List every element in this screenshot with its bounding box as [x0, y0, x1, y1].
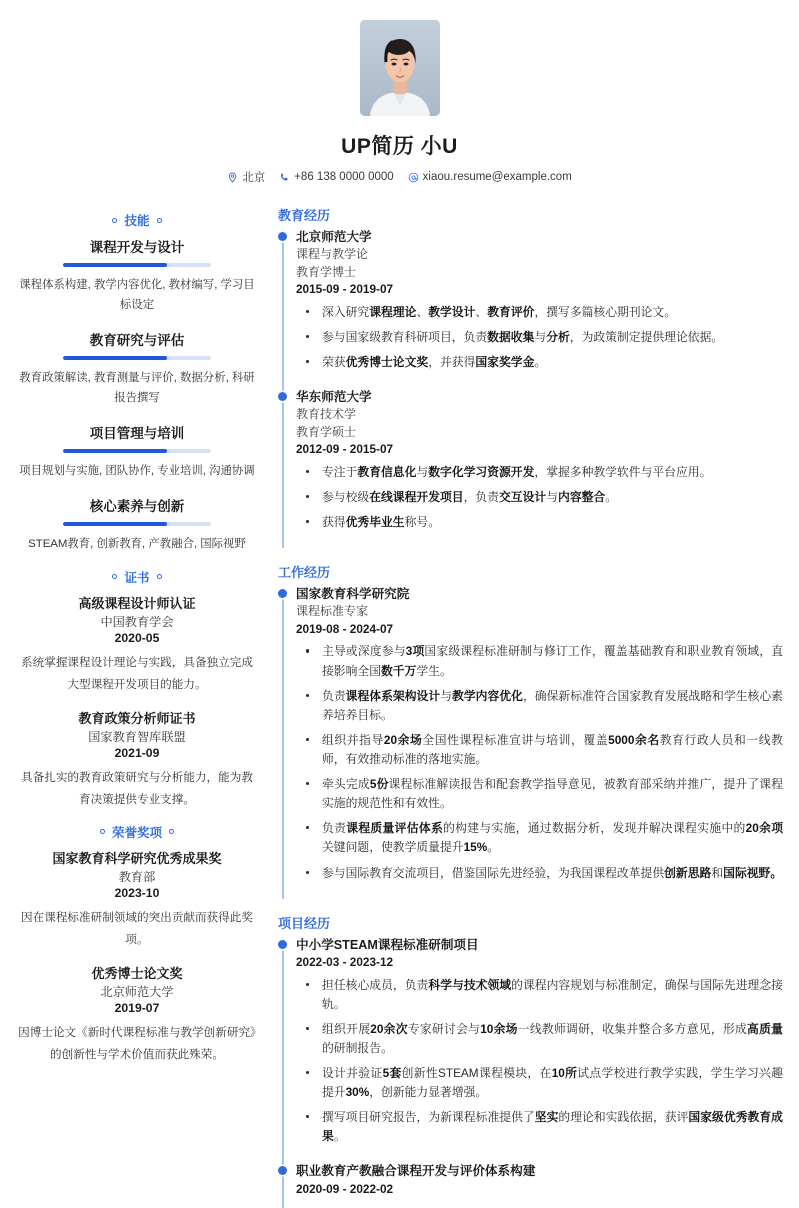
certificate-item-title: 高级课程设计师认证 [78, 595, 196, 611]
certificate-item-date: 2021-09 [114, 745, 160, 760]
award-item [16, 963, 258, 1066]
bullet-item: 专注于教育信息化与数字化学习资源开发，掌握多种教学软件与平台应用。 [296, 463, 783, 482]
certificate-item-org: 国家教育智库联盟 [88, 729, 186, 744]
phone-icon [279, 172, 290, 183]
work-entry [296, 585, 783, 899]
skill-level-fill [63, 263, 167, 267]
email-at-icon [408, 172, 419, 183]
certificate-item [16, 708, 258, 811]
awards-list [16, 848, 258, 1066]
bullet-item: 参与国际教育交流项目，借鉴国际先进经验，为我国课程改革提供创新思路和国际视野。 [296, 864, 783, 883]
sidebar [16, 203, 268, 1078]
work-entry-bullets [296, 642, 783, 882]
sidebar-heading-skills-label: 技能 [124, 214, 150, 228]
circle-decoration-icon [157, 218, 162, 223]
award-item-date: 2023-10 [114, 885, 160, 900]
resume-header [0, 0, 799, 195]
bullet-item: 获得优秀毕业生称号。 [296, 513, 783, 532]
skills-list [16, 236, 258, 555]
certificate-item [16, 593, 258, 696]
sidebar-heading-awards-label: 荣誉奖项 [111, 825, 162, 840]
bullet-item: 组织并指导20余场全国性课程标准宣讲与培训，覆盖5000余名教育行政人员和一线教师，有效推动标准的落地实施。 [296, 731, 783, 769]
contact-email [408, 171, 572, 183]
education-entry-title: 北京师范大学 [296, 230, 372, 244]
education-entry-degree: 教育学硕士 [296, 424, 357, 439]
certificate-item-title: 教育政策分析师证书 [78, 710, 196, 726]
sidebar-heading-awards [16, 823, 258, 841]
work-entry-role: 课程标准专家 [296, 604, 369, 619]
education-timeline [278, 228, 783, 548]
award-item-description: 因博士论文《新时代课程标准与教学创新研究》的创新性与学术价值而获此殊荣。 [18, 1025, 256, 1061]
bullet-item: 担任核心成员，负责科学与技术领域的课程内容规划与标准制定，确保与国际先进理念接轨。 [296, 976, 783, 1014]
certificate-item-org: 中国教育学会 [100, 614, 174, 629]
work-entry-date: 2019-08 - 2024-07 [296, 621, 394, 636]
award-item-date: 2019-07 [114, 1000, 160, 1015]
skill-title: 课程开发与设计 [89, 240, 185, 255]
circle-decoration-icon [100, 829, 105, 834]
profile-photo-icon [360, 20, 440, 116]
certificate-item-date: 2020-05 [114, 630, 160, 645]
sidebar-heading-certificates [16, 568, 258, 586]
resume-body [0, 195, 799, 1208]
skill-item [16, 422, 258, 482]
project-entry-date: 2022-03 - 2023-12 [296, 954, 394, 969]
contact-location-text: 北京 [242, 172, 266, 184]
circle-decoration-icon [112, 574, 117, 579]
award-item [16, 848, 258, 951]
certificate-item-description: 系统掌握课程设计理论与实践，具备独立完成大型课程开发项目的能力。 [21, 655, 253, 691]
skill-description: 课程体系构建, 教学内容优化, 教材编写, 学习目标设定 [19, 279, 255, 311]
main-column [268, 203, 783, 1208]
education-entry-major: 教育技术学 [296, 407, 357, 422]
page-title: UP简历 小U [341, 135, 458, 158]
section-heading-education: 教育经历 [278, 208, 331, 223]
skill-description: STEAM教育, 创新教育, 产教融合, 国际视野 [28, 537, 246, 550]
education-entry-date: 2015-09 - 2019-07 [296, 282, 394, 297]
education-entry-bullets [296, 303, 783, 372]
contact-row [0, 169, 799, 185]
skill-item [16, 495, 258, 555]
certificates-list [16, 593, 258, 811]
project-entry [296, 1162, 783, 1208]
skill-item [16, 329, 258, 409]
award-item-org: 教育部 [118, 869, 156, 884]
contact-email-text: xiaou.resume@example.com [422, 171, 572, 183]
education-entry-degree: 教育学博士 [296, 264, 357, 279]
skill-title: 教育研究与评估 [89, 332, 185, 348]
project-entry-title: 中小学STEAM课程标准研制项目 [296, 937, 479, 952]
skill-level-bar [63, 356, 211, 360]
bullet-item: 深入研究课程理论、教学设计、教育评价，撰写多篇核心期刊论文。 [296, 303, 783, 322]
bullet-item: 牵头完成5份课程标准解读报告和配套教学指导意见，被教育部采纳并推广，提升了课程实施的规范性和有效性。 [296, 775, 783, 813]
skill-level-fill [63, 522, 167, 526]
education-entry-major: 课程与教学论 [296, 247, 369, 262]
education-entry-date: 2012-09 - 2015-07 [296, 442, 394, 457]
bullet-item: 荣获优秀博士论文奖，并获得国家奖学金。 [296, 353, 783, 372]
bullet-item: 主导或深度参与3项国家级课程标准研制与修订工作，覆盖基础教育和职业教育领域，直接影响全国数千万学生。 [296, 642, 783, 680]
award-item-description: 因在课程标准研制领域的突出贡献而获得此奖项。 [21, 910, 253, 946]
skill-item [16, 236, 258, 316]
circle-decoration-icon [112, 218, 117, 223]
contact-location [227, 169, 265, 185]
work-timeline [278, 585, 783, 899]
skill-level-bar [63, 522, 211, 526]
skill-level-fill [63, 356, 167, 360]
education-entry [296, 388, 783, 548]
bullet-item: 负责课程质量评估体系的构建与实施，通过数据分析，发现并解决课程实施中的20余项关键问题，使教学质量提升15%。 [296, 819, 783, 857]
skill-title: 核心素养与创新 [89, 498, 185, 514]
section-heading-work: 工作经历 [278, 565, 331, 581]
award-item-org: 北京师范大学 [100, 984, 174, 999]
bullet-item: 参与国家级教育科研项目，负责数据收集与分析，为政策制定提供理论依据。 [296, 328, 783, 347]
contact-phone [279, 171, 393, 183]
work-entry-title: 国家教育科学研究院 [296, 587, 410, 602]
circle-decoration-icon [169, 829, 174, 834]
skill-level-fill [63, 449, 167, 453]
skill-description: 教育政策解读, 教育测量与评价, 数据分析, 科研报告撰写 [19, 371, 255, 404]
contact-phone-text: +86 138 0000 0000 [294, 171, 394, 183]
education-entry-title: 华东师范大学 [296, 390, 372, 405]
education-entry-bullets [296, 463, 783, 532]
project-entry [296, 936, 783, 1163]
certificate-item-description: 具备扎实的教育政策研究与分析能力，能为教育决策提供专业支撑。 [21, 770, 253, 806]
avatar [360, 20, 440, 116]
project-entry-bullets [296, 976, 783, 1147]
skill-level-bar [63, 449, 211, 453]
sidebar-heading-skills [16, 211, 258, 229]
bullet-item: 负责课程体系架构设计与教学内容优化，确保新标准符合国家教育发展战略和学生核心素养培养目标。 [296, 687, 783, 725]
project-timeline [278, 936, 783, 1208]
skill-title: 项目管理与培训 [89, 425, 185, 441]
bullet-item: 组织开展20余次专家研讨会与10余场一线教师调研，收集并整合多方意见，形成高质量的研制报告。 [296, 1020, 783, 1058]
skill-level-bar [63, 263, 211, 267]
location-pin-icon [227, 172, 238, 183]
section-heading-project: 项目经历 [278, 915, 331, 931]
circle-decoration-icon [157, 574, 162, 579]
award-item-title: 国家教育科学研究优秀成果奖 [52, 850, 222, 866]
sidebar-heading-certificates-label: 证书 [124, 570, 150, 585]
bullet-item: 撰写项目研究报告，为新课程标准提供了坚实的理论和实践依据，获评国家级优秀教育成果。 [296, 1108, 783, 1146]
bullet-item: 参与校级在线课程开发项目，负责交互设计与内容整合。 [296, 488, 783, 507]
project-entry-date: 2020-09 - 2022-02 [296, 1181, 394, 1196]
bullet-item: 设计并验证5套创新性STEAM课程模块，在10所试点学校进行教学实践，学生学习兴趣提升30%，创新能力显著增强。 [296, 1064, 783, 1102]
project-entry-title: 职业教育产教融合课程开发与评价体系构建 [296, 1164, 536, 1179]
education-entry [296, 228, 783, 388]
skill-description: 项目规划与实施, 团队协作, 专业培训, 沟通协调 [19, 464, 255, 477]
award-item-title: 优秀博士论文奖 [91, 965, 183, 981]
